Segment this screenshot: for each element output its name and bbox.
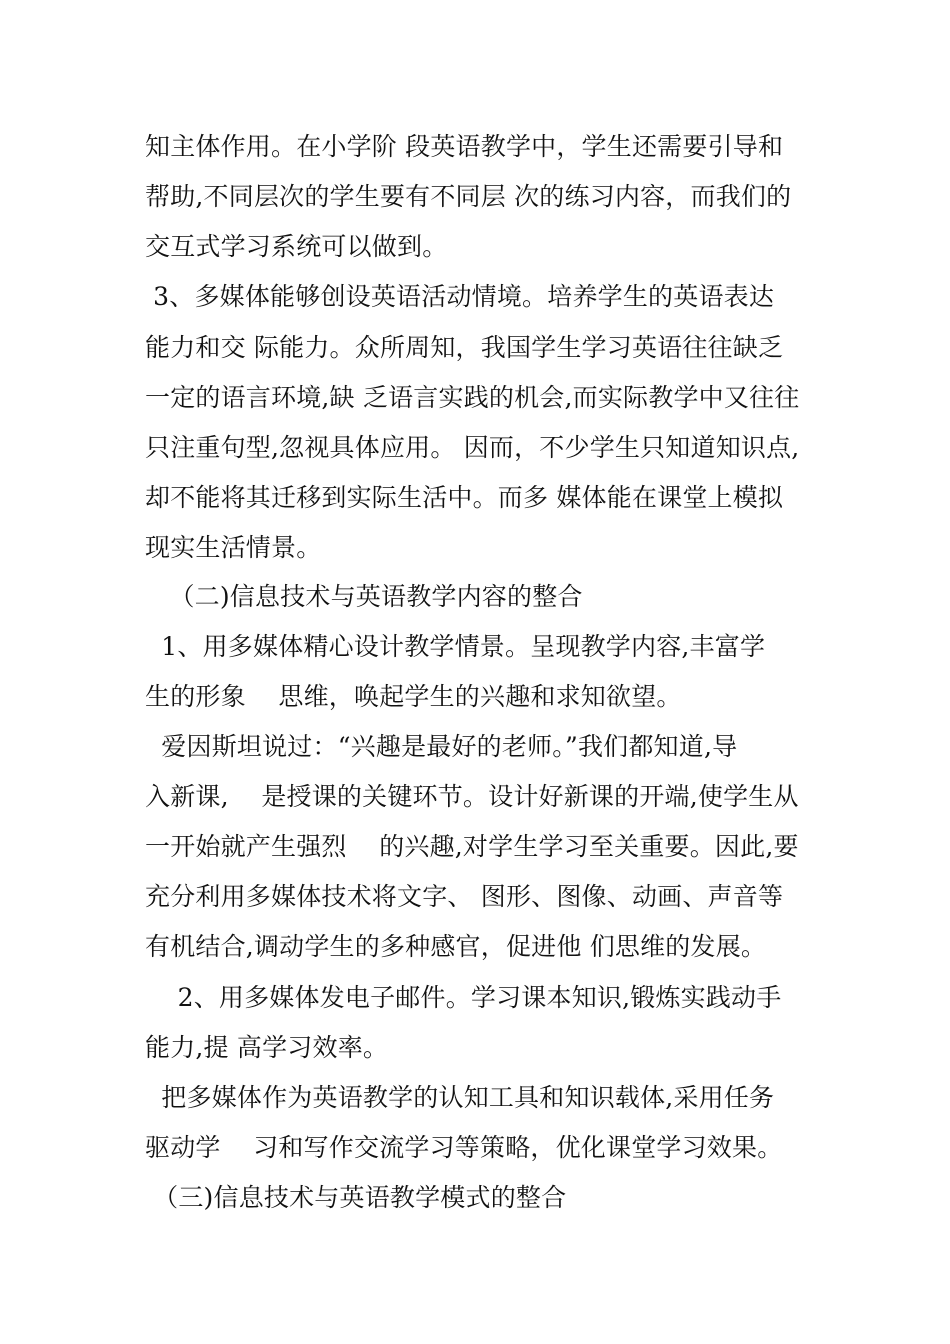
text-line: 却不能将其迁移到实际生活中。而多 媒体能在课堂上模拟 [145,483,784,512]
text-line: 只注重句型,忽视具体应用。 因而，不少学生只知道知识点, [145,433,800,462]
text-line: 一开始就产生强烈 的兴趣,对学生学习至关重要。因此,要 [145,832,799,861]
text-line: 充分利用多媒体技术将文字、 图形、图像、动画、声音等 [145,882,784,911]
text-line: 1、用多媒体精心设计教学情景。呈现教学内容,丰富学 [145,632,766,661]
text-line: 能力,提 高学习效率。 [145,1033,389,1062]
text-line: 入新课, 是授课的关键环节。设计好新课的开端,使学生从 [145,782,799,811]
text-line: 一定的语言环境,缺 乏语言实践的机会,而实际教学中又往往 [145,383,800,412]
text-line: 现实生活情景。 [145,533,322,562]
text-line: 知主体作用。在小学阶 段英语教学中，学生还需要引导和 [145,132,784,161]
section-heading: （三)信息技术与英语教学模式的整合 [145,1183,567,1212]
text-line: 3、多媒体能够创设英语活动情境。培养学生的英语表达 [145,282,775,311]
text-line: 2、用多媒体发电子邮件。学习课本知识,锻炼实践动手 [145,983,782,1012]
text-line: 生的形象 思维，唤起学生的兴趣和求知欲望。 [145,682,682,711]
text-line: 驱动学 习和写作交流学习等策略，优化课堂学习效果。 [145,1133,783,1162]
text-line: 爱因斯坦说过：“兴趣是最好的老师。”我们都知道,导 [145,732,738,761]
text-line: 把多媒体作为英语教学的认知工具和知识载体,采用任务 [145,1083,775,1112]
text-line: 交互式学习系统可以做到。 [145,232,448,261]
section-heading: （二)信息技术与英语教学内容的整合 [145,582,583,611]
text-line: 有机结合,调动学生的多种感官，促进他 们思维的发展。 [145,932,767,961]
text-line: 帮助,不同层次的学生要有不同层 次的练习内容，而我们的 [145,182,792,211]
text-line: 能力和交 际能力。众所周知，我国学生学习英语往往缺乏 [145,333,784,362]
